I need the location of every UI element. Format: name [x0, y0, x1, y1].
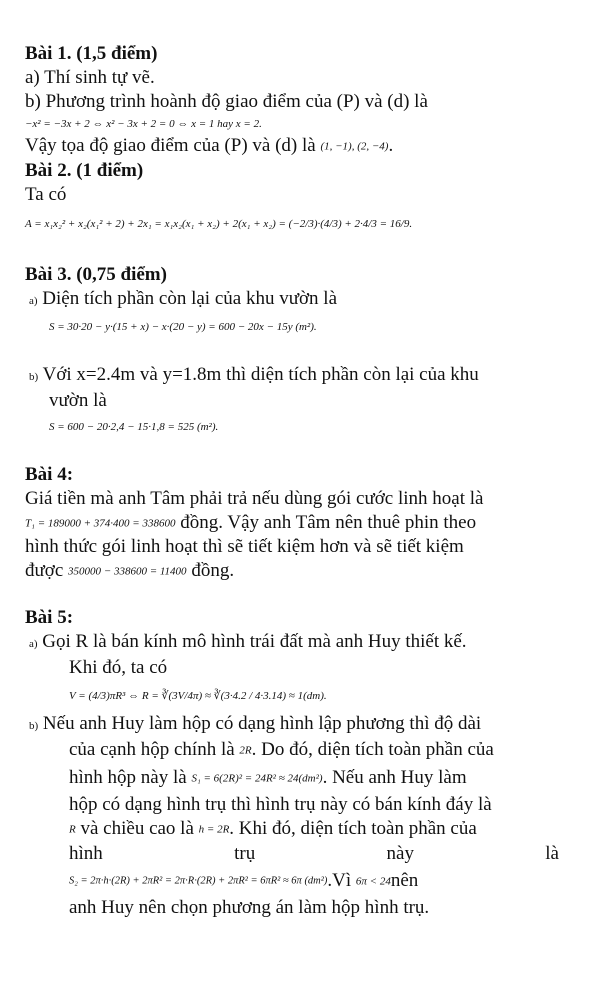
b5-a-eq: V = (4/3)πR³ ⇔ R = ∛(3V/4π) ≈ ∛(3·4.2 / 4·3.14) ≈ 1(dm). — [69, 689, 327, 702]
b5-b-l1: Nếu anh Huy làm hộp có dạng hình lập phương thì độ dài — [42, 712, 482, 734]
b3-b-text2: vườn là — [49, 389, 107, 411]
b5-b-l3b: . Nếu anh Huy làm — [322, 766, 467, 788]
b4-l1: Giá tiền mà anh Tâm phải trả nếu dùng gói cước linh hoạt là — [25, 487, 484, 509]
b5-b-l3a: hình hộp này là — [69, 766, 187, 788]
b5-b-l5 — [25, 817, 585, 842]
b4-l4b: đồng. — [191, 560, 235, 582]
b2-intro: Ta có — [25, 183, 67, 205]
b2-title: Bài 2. (1 điểm) — [25, 159, 144, 181]
b4-eq1: T₁ = 189000 + 374·400 = 338600 — [25, 517, 176, 530]
b4-l2 — [25, 511, 585, 536]
b3-a — [25, 287, 585, 313]
b3-b — [25, 363, 585, 389]
b3-a-eq: S = 30·20 − y·(15 + x) − x·(20 − y) = 600 − 20x − 15y (m²). — [49, 320, 317, 333]
b3-title: Bài 3. (0,75 điểm) — [25, 263, 167, 285]
b5-b-h: h = 2R — [198, 823, 230, 836]
b5-a-l2: Khi đó, ta có — [69, 656, 168, 678]
b5-b-eq2: S₂ = 2π·h·(2R) + 2πR² = 2π·R·(2R) + 2πR² = 6πR² ≈ 6π (dm²) — [69, 875, 328, 887]
b5-b-l5b: . Khi đó, diện tích toàn phần của — [229, 818, 477, 840]
b4-l4 — [25, 559, 585, 584]
b5-b-l3 — [25, 763, 585, 794]
b5-b-l8: anh Huy nên chọn phương án làm hộp hình trụ. — [69, 897, 430, 919]
b3-b-text1: Với x=2.4m và y=1.8m thì diện tích phần còn lại của khu — [42, 363, 479, 385]
b3-a-label: a) — [29, 294, 38, 307]
b5-b-eq1: S₁ = 6(2R)² = 24R² ≈ 24(dm²) — [191, 772, 323, 785]
b4-l2-text: đồng. Vậy anh Tâm nên thuê phin theo — [180, 511, 477, 533]
b5-a-l1: Gọi R là bán kính mô hình trái đất mà anh Huy thiết kế. — [42, 630, 467, 652]
b4-l4a: được — [25, 560, 64, 582]
b5-b-2R: 2R — [239, 744, 252, 757]
b5-title: Bài 5: — [25, 606, 74, 628]
b5-b-w1: hình — [69, 842, 103, 864]
b4-title: Bài 4: — [25, 463, 74, 485]
document-page — [25, 42, 585, 920]
b3-b-label: b) — [29, 370, 39, 383]
b5-b-w2: trụ — [234, 842, 256, 864]
b5-b-l6 — [25, 842, 559, 866]
b3-a-text: Diện tích phần còn lại của khu vườn là — [42, 287, 338, 309]
b1-points: (1, −1), (2, −4) — [320, 140, 389, 153]
b1-a: a) Thí sinh tự vẽ. — [25, 67, 155, 88]
b1-dot: . — [388, 135, 394, 156]
b5-a-label: a) — [29, 637, 38, 650]
b5-b-l7a: .Vì — [327, 869, 352, 891]
b1-title: Bài 1. (1,5 điểm) — [25, 43, 158, 64]
b5-b-w4: là — [545, 842, 559, 864]
b5-b-cmp: 6π < 24 — [355, 875, 391, 888]
b3-b-eq: S = 600 − 20·2,4 − 15·1,8 = 525 (m²). — [49, 420, 219, 433]
b5-b-l2 — [25, 738, 585, 763]
b5-b-w3: này — [386, 842, 414, 864]
b1-concl-text: Vậy tọa độ giao điểm của (P) và (d) là — [25, 135, 316, 156]
b5-b-R: R — [69, 823, 76, 836]
b2-eq: A = x₁x₂² + x₂(x₁² + 2) + 2x₁ = x₁x₂(x₁ + x₂) + 2(x₁ + x₂) = (−2/3)·(4/3) + 2·4/3 = 16/9. — [25, 217, 413, 230]
b5-b-label: b) — [29, 719, 39, 732]
b5-b-l2b: . Do đó, diện tích toàn phần của — [251, 738, 494, 760]
b1-b: b) Phương trình hoành độ giao điểm của (P) và (d) là — [25, 91, 428, 112]
b5-b-l7 — [25, 866, 585, 897]
b5-b-l5a: và chiều cao là — [80, 818, 194, 840]
b1-conclusion — [25, 134, 585, 159]
b1-eq: −x² = −3x + 2 ⇔ x² − 3x + 2 = 0 ⇔ x = 1 hay x = 2. — [25, 118, 262, 130]
b5-b — [25, 712, 585, 738]
b5-b-l2a: của cạnh hộp chính là — [69, 738, 235, 760]
b5-a — [25, 630, 585, 656]
b4-l3: hình thức gói linh hoạt thì sẽ tiết kiệm hơn và sẽ tiết kiệm — [25, 536, 464, 558]
b5-b-l7b: nên — [390, 869, 419, 891]
b5-b-l4: hộp có dạng hình trụ thì hình trụ này có bán kính đáy là — [69, 794, 492, 816]
b4-eq2: 350000 − 338600 = 11400 — [68, 565, 187, 578]
